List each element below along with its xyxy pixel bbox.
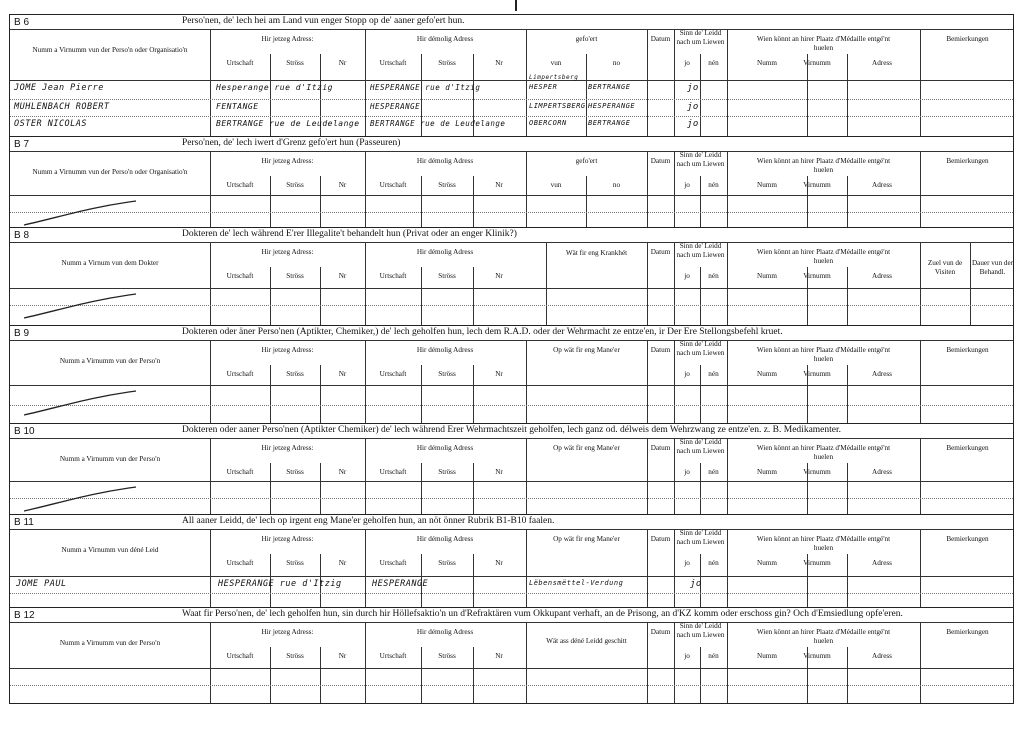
entry-alive: jo <box>690 579 702 589</box>
subheader-nr: Nr <box>338 652 347 660</box>
subheader-urtschaft: Urtschaft <box>226 59 254 67</box>
section-id: B 10 <box>14 426 35 437</box>
entry-current-address: Hesperange rue d'Itzig <box>216 83 333 92</box>
subheader-stross: Ströss <box>438 370 456 378</box>
section-id: B 7 <box>14 139 30 150</box>
duration-header: Dauer vun der Behandl. <box>971 259 1014 276</box>
subheader-urtschaft: Urtschaft <box>379 468 407 476</box>
illness-header: Wät fir eng Krankhét <box>565 249 628 257</box>
current-address-header: Hir jetzeg Adress: <box>261 157 314 165</box>
entry-current-address: BERTRANGE rue de Leudelange <box>216 119 360 128</box>
name-column-header: Numm a Virnum vun dem Dokter <box>61 259 159 267</box>
former-address-header: Hir démolig Adress <box>416 628 474 636</box>
subheader-stross: Ströss <box>438 59 456 67</box>
crossed-out-stroke <box>20 389 140 419</box>
entry-to: BERTRANGE <box>588 119 631 127</box>
entry-name: JOME Jean Pierre <box>14 83 104 93</box>
medal-recipient-header: Wien könnt an hirer Plaatz d'Médaille entgé'nt huelen <box>756 346 891 363</box>
yes-header: jo <box>684 181 690 189</box>
crossed-out-stroke <box>20 292 140 322</box>
medal-address-header: Adress <box>872 370 892 378</box>
what-happened-header: Wät ass déné Leidd geschitt <box>546 637 627 645</box>
remarks-header: Bemierkungen <box>946 35 989 43</box>
subheader-nr: Nr <box>338 468 347 476</box>
alive-header: Sinn de' Leidd nach um Liewen <box>676 151 725 168</box>
row-rule <box>10 593 1013 594</box>
entry-to: BERTRANGE <box>588 83 631 91</box>
subheader-stross: Ströss <box>286 370 304 378</box>
yes-header: jo <box>684 652 690 660</box>
column-rule <box>727 30 728 136</box>
former-address-header: Hir démolig Adress <box>416 35 474 43</box>
subheader-stross: Ströss <box>286 272 304 280</box>
row-rule <box>10 498 1013 499</box>
remarks-header: Bemierkungen <box>946 628 989 636</box>
section-title: Dokteren de' lech während E'rer Illegalite't behandelt hun (Privat oder an enger Klinik?) <box>182 229 517 239</box>
title-rule <box>10 622 1013 623</box>
header-rule <box>10 668 1013 669</box>
remarks-header: Bemierkungen <box>946 535 989 543</box>
subheader-nr: Nr <box>495 59 503 67</box>
former-address-header: Hir démolig Adress <box>416 535 474 543</box>
medal-name-header: Numm <box>757 370 777 378</box>
title-rule <box>10 29 1013 30</box>
title-rule <box>10 529 1013 530</box>
name-column-header: Numm a Virnumm vun der Perso'n oder Organisatio'n <box>32 46 188 54</box>
entry-former-address: HESPERANGE rue d'Itzig <box>370 83 481 92</box>
subheader-nr: Nr <box>495 559 503 567</box>
entry-alive: jo <box>687 119 699 129</box>
medal-firstname-header: Virnumm <box>803 559 831 567</box>
subheader-nr: Nr <box>338 181 347 189</box>
section-title: Perso'nen, de' lech iwert d'Grenz gefo'ert hun (Passeuren) <box>182 138 401 148</box>
title-rule <box>10 151 1013 152</box>
row-rule <box>10 685 1013 686</box>
alive-header: Sinn de' Leidd nach um Liewen <box>676 29 725 46</box>
entry-name: OSTER NICOLAS <box>14 119 88 129</box>
name-column-header: Numm a Virnumm vun der Perso'n <box>59 357 161 365</box>
section-id: B 8 <box>14 230 30 241</box>
yes-header: jo <box>684 59 690 67</box>
header-rule <box>10 195 1013 196</box>
row-rule <box>10 305 1013 306</box>
yes-header: jo <box>684 559 690 567</box>
remarks-header: Bemierkungen <box>946 444 989 452</box>
header-rule <box>10 481 1013 482</box>
entry-former-address: BERTRANGE rue de Leudelange <box>370 119 506 128</box>
subheader-nr: Nr <box>338 272 347 280</box>
medal-name-header: Numm <box>757 468 777 476</box>
from-header: vun <box>550 59 562 67</box>
name-column-header: Numm a Virnumm vun der Perso'n <box>59 455 161 463</box>
date-header: Datum <box>650 157 671 165</box>
title-rule <box>10 242 1013 243</box>
column-rule <box>727 341 728 423</box>
entry-from: OBERCORN <box>529 119 567 127</box>
subheader-nr: Nr <box>495 468 503 476</box>
medal-address-header: Adress <box>872 468 892 476</box>
section-id: B 9 <box>14 328 30 339</box>
entry-former-address: HESPERANGE <box>372 579 429 589</box>
column-rule <box>920 30 921 136</box>
subheader-nr: Nr <box>338 559 347 567</box>
medal-firstname-header: Virnumm <box>803 272 831 280</box>
to-header: no <box>612 59 621 67</box>
medal-name-header: Numm <box>757 181 777 189</box>
entry-alive: jo <box>687 83 699 93</box>
medal-recipient-header: Wien könnt an hirer Plaatz d'Médaille entgé'nt huelen <box>756 35 891 52</box>
current-address-header: Hir jetzeg Adress: <box>261 628 314 636</box>
date-header: Datum <box>650 346 671 354</box>
section-b8 <box>9 227 1014 325</box>
yes-header: jo <box>684 272 690 280</box>
current-address-header: Hir jetzeg Adress: <box>261 444 314 452</box>
top-margin-mark <box>515 0 517 11</box>
yes-header: jo <box>684 370 690 378</box>
no-header: nén <box>708 272 719 280</box>
entry-from: HESPER <box>529 83 558 91</box>
to-header: no <box>612 181 621 189</box>
form-page <box>9 14 1014 704</box>
section-b6 <box>9 14 1014 136</box>
subheader-stross: Ströss <box>286 181 304 189</box>
subheader-stross: Ströss <box>438 181 456 189</box>
subheader-urtschaft: Urtschaft <box>379 370 407 378</box>
header-rule <box>10 80 1013 81</box>
column-rule <box>210 30 211 136</box>
medal-recipient-header: Wien könnt an hirer Plaatz d'Médaille entgé'nt huelen <box>756 248 891 265</box>
medal-firstname-header: Virnumm <box>803 468 831 476</box>
entry-from: LIMPERTSBERG <box>529 102 586 110</box>
entry-from-note: Limpertsberg <box>529 74 579 81</box>
subheader-nr: Nr <box>495 370 503 378</box>
medal-address-header: Adress <box>872 181 892 189</box>
alive-header: Sinn de' Leidd nach um Liewen <box>676 242 725 259</box>
subheader-urtschaft: Urtschaft <box>379 272 407 280</box>
row-rule <box>10 116 1013 117</box>
medal-address-header: Adress <box>872 559 892 567</box>
column-rule <box>727 623 728 703</box>
transported-header: gefo'ert <box>575 35 598 43</box>
entry-manner: Lëbensmëttel-Verdung <box>529 579 624 587</box>
section-b10 <box>9 423 1014 514</box>
medal-name-header: Numm <box>757 652 777 660</box>
section-b11 <box>9 514 1014 607</box>
header-rule <box>10 385 1013 386</box>
medal-recipient-header: Wien könnt an hirer Plaatz d'Médaille entgé'nt huelen <box>756 157 891 174</box>
title-rule <box>10 438 1013 439</box>
column-rule <box>365 30 366 136</box>
former-address-header: Hir démolig Adress <box>416 157 474 165</box>
remarks-header: Bemierkungen <box>946 346 989 354</box>
subheader-urtschaft: Urtschaft <box>226 370 254 378</box>
subheader-urtschaft: Urtschaft <box>379 59 407 67</box>
medal-firstname-header: Virnumm <box>803 181 831 189</box>
alive-header: Sinn de' Leidd nach um Liewen <box>676 438 725 455</box>
section-title: Dokteren oder äner Perso'nen (Aptikter, Chemiker,) de' lech geholfen hun, lech dem R.A.D. oder der Wehrmacht ze entze'en, ir Der Ere Stellongsbefehl kruet. <box>182 327 783 337</box>
subheader-urtschaft: Urtschaft <box>226 652 254 660</box>
subheader-stross: Ströss <box>438 652 456 660</box>
medal-address-header: Adress <box>872 652 892 660</box>
crossed-out-stroke <box>20 199 140 229</box>
subheader-stross: Ströss <box>286 559 304 567</box>
header-rule <box>10 288 1013 289</box>
name-column-header: Numm a Virnumm vun der Perso'n oder Organisatio'n <box>32 168 188 176</box>
no-header: nén <box>708 370 719 378</box>
former-address-header: Hir démolig Adress <box>416 346 474 354</box>
section-id: B 12 <box>14 610 35 621</box>
section-b9 <box>9 325 1014 423</box>
section-title: Dokteren oder aaner Perso'nen (Aptikter Chemiker) de' lech während Erer Wehrmachtszeit geholfen, lech ganz od. délweis dem Wehrzwang ze entze'en. z. B. Medikamenter. <box>182 425 842 435</box>
crossed-out-stroke <box>20 485 140 515</box>
subheader-urtschaft: Urtschaft <box>226 272 254 280</box>
medal-name-header: Numm <box>757 559 777 567</box>
title-rule <box>10 340 1013 341</box>
date-header: Datum <box>650 444 671 452</box>
row-rule <box>10 405 1013 406</box>
former-address-header: Hir démolig Adress <box>416 248 474 256</box>
medal-firstname-header: Virnumm <box>803 370 831 378</box>
former-address-header: Hir démolig Adress <box>416 444 474 452</box>
medal-firstname-header: Virnumm <box>803 59 831 67</box>
section-b12 <box>9 607 1014 704</box>
column-rule <box>920 243 921 325</box>
subheader-stross: Ströss <box>286 652 304 660</box>
medal-recipient-header: Wien könnt an hirer Plaatz d'Médaille entgé'nt huelen <box>756 444 891 461</box>
medal-firstname-header: Virnumm <box>803 652 831 660</box>
column-rule <box>647 30 648 136</box>
subheader-urtschaft: Urtschaft <box>379 559 407 567</box>
medal-name-header: Numm <box>757 272 777 280</box>
no-header: nén <box>708 559 719 567</box>
column-rule <box>526 623 527 703</box>
alive-header: Sinn de' Leidd nach um Liewen <box>676 340 725 357</box>
name-column-header: Numm a Virnumm vun déné Leid <box>61 546 159 554</box>
column-rule <box>727 243 728 325</box>
entry-current-address: HESPERANGE rue d'Itzig <box>218 579 342 589</box>
no-header: nén <box>708 181 719 189</box>
no-header: nén <box>708 468 719 476</box>
section-id: B 6 <box>14 17 30 28</box>
current-address-header: Hir jetzeg Adress: <box>261 35 314 43</box>
subheader-nr: Nr <box>338 370 347 378</box>
subheader-stross: Ströss <box>438 559 456 567</box>
manner-header: Op wät fir eng Mane'er <box>553 444 620 452</box>
transported-header: gefo'ert <box>575 157 598 165</box>
subheader-stross: Ströss <box>286 59 304 67</box>
yes-header: jo <box>684 468 690 476</box>
subheader-urtschaft: Urtschaft <box>379 181 407 189</box>
visits-header: Zuel vun de Visiten <box>927 259 963 276</box>
medal-recipient-header: Wien könnt an hirer Plaatz d'Médaille entgé'nt huelen <box>756 535 891 552</box>
medal-address-header: Adress <box>872 272 892 280</box>
row-rule <box>10 99 1013 100</box>
entry-alive: jo <box>687 102 699 112</box>
no-header: nén <box>708 59 719 67</box>
from-header: vun <box>550 181 562 189</box>
current-address-header: Hir jetzeg Adress: <box>261 248 314 256</box>
subheader-urtschaft: Urtschaft <box>379 652 407 660</box>
alive-header: Sinn de' Leidd nach um Liewen <box>676 622 725 639</box>
subheader-urtschaft: Urtschaft <box>226 181 254 189</box>
medal-address-header: Adress <box>872 59 892 67</box>
current-address-header: Hir jetzeg Adress: <box>261 346 314 354</box>
entry-current-address: FENTANGE <box>216 102 259 111</box>
section-title: Waat fir Perso'nen, de' lech geholfen hun, sin durch hir Höllefsaktio'n un d'Refraktären vum Okkupant verhaft, an de Prisong, an d'KZ komm oder erschoss gin? Och d'Emsiedlung opfe'eren. <box>182 609 903 619</box>
entry-name: MUHLENBACH ROBERT <box>14 102 110 112</box>
row-rule <box>10 212 1013 213</box>
subheader-nr: Nr <box>495 181 503 189</box>
date-header: Datum <box>650 35 671 43</box>
section-b7 <box>9 136 1014 227</box>
column-rule <box>970 243 971 325</box>
column-rule <box>727 530 728 607</box>
current-address-header: Hir jetzeg Adress: <box>261 535 314 543</box>
name-column-header: Numm a Virnumm vun der Perso'n <box>59 639 161 647</box>
subheader-stross: Ströss <box>438 272 456 280</box>
date-header: Datum <box>650 535 671 543</box>
subheader-nr: Nr <box>495 652 503 660</box>
date-header: Datum <box>650 628 671 636</box>
remarks-header: Bemierkungen <box>946 157 989 165</box>
date-header: Datum <box>650 248 671 256</box>
subheader-stross: Ströss <box>286 468 304 476</box>
header-rule <box>10 576 1013 577</box>
medal-recipient-header: Wien könnt an hirer Plaatz d'Médaille entgé'nt huelen <box>756 628 891 645</box>
section-title: Perso'nen, de' lech hei am Land vun enger Stopp op de' aaner gefo'ert hun. <box>182 16 465 26</box>
subheader-nr: Nr <box>338 59 347 67</box>
subheader-urtschaft: Urtschaft <box>226 468 254 476</box>
entry-former-address: HESPERANGE <box>370 102 421 111</box>
medal-name-header: Numm <box>757 59 777 67</box>
entry-name: JOME PAUL <box>16 579 67 589</box>
no-header: nén <box>708 652 719 660</box>
section-title: All aaner Leidd, de' lech op irgent eng Mane'er geholfen hun, an nöt önner Rubrik B1-B10 faalen. <box>182 516 555 526</box>
subheader-urtschaft: Urtschaft <box>226 559 254 567</box>
subheader-stross: Ströss <box>438 468 456 476</box>
section-id: B 11 <box>14 517 34 528</box>
alive-header: Sinn de' Leidd nach um Liewen <box>676 529 725 546</box>
column-rule <box>526 30 527 136</box>
manner-header: Op wät fir eng Mane'er <box>553 535 620 543</box>
manner-header: Op wät fir eng Mane'er <box>553 346 620 354</box>
subheader-nr: Nr <box>495 272 503 280</box>
entry-to: HESPERANGE <box>588 102 636 110</box>
